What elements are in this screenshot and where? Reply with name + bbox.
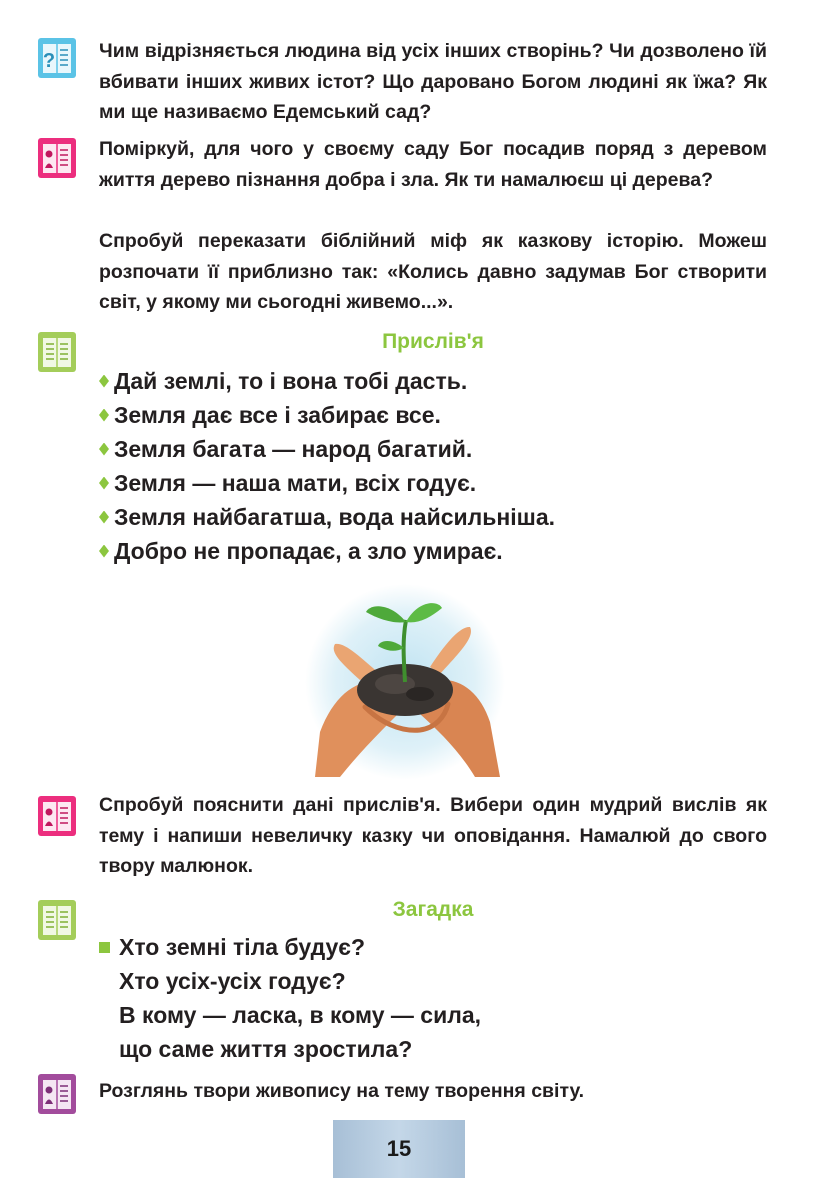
riddle-title: Загадка <box>392 898 474 921</box>
reading-icon <box>38 332 76 372</box>
question-icon <box>38 38 76 78</box>
art-task-text: Розглянь твори живопису на тему творення світу. <box>99 1080 585 1102</box>
bullet-diamond-icon <box>99 545 109 558</box>
think-task-paragraph-2: Спробуй переказати біблійний міф як казкову історію. Можеш розпочати її приблизно так: «Колись давно задумав Бог створити світ, у якому ми сьогодні живемо...». <box>99 230 767 313</box>
questions-text: Чим відрізняється людина від усіх інших створінь? Чи дозволено їй вбивати інших живих істот? Що даровано Богом людині як їжа? Як ми ще називаємо Едемський сад? <box>99 40 767 123</box>
reading-icon <box>38 900 76 940</box>
proverb-item: Земля — наша мати, всіх годує. <box>99 466 555 500</box>
riddle-line: що саме життя зростила? <box>119 1036 413 1062</box>
page-number-badge <box>333 1120 465 1178</box>
svg-text:?: ? <box>42 50 56 72</box>
bullet-diamond-icon <box>99 375 109 388</box>
art-task-icon <box>38 1074 76 1114</box>
explain-task-icon <box>38 796 76 836</box>
think-task-paragraph-1: Поміркуй, для чого у своєму саду Бог посадив поряд з деревом життя дерево пізнання добра і зла. Як ти намалюєш ці дерева? <box>99 138 767 191</box>
riddle-line: Хто земні тіла будує? <box>99 930 481 964</box>
riddle-line: В кому — ласка, в кому — сила, <box>119 1002 482 1028</box>
bullet-diamond-icon <box>99 409 109 422</box>
think-task-icon <box>38 138 76 178</box>
proverb-item: Земля багата — народ багатий. <box>99 432 555 466</box>
proverb-item: Дай землі, то і вона тобі дасть. <box>99 364 555 398</box>
bullet-square-icon <box>99 942 110 953</box>
explain-task-text: Спробуй пояснити дані прислів'я. Вибери один мудрий вислів як тему і напиши невеличку казку чи оповідання. Намалюй до свого твору малюнок. <box>99 794 767 877</box>
page-number: 15 <box>386 1136 412 1161</box>
bullet-diamond-icon <box>99 477 109 490</box>
riddle-line: Хто усіх-усіх годує? <box>119 968 346 994</box>
proverbs-title: Прислів'я <box>382 330 484 353</box>
riddle-text <box>99 930 481 1066</box>
proverb-item: Земля найбагатша, вода найсильніша. <box>99 500 555 534</box>
hands-with-sprout-illustration <box>300 582 510 782</box>
bullet-diamond-icon <box>99 443 109 456</box>
proverbs-list <box>99 364 555 568</box>
bullet-diamond-icon <box>99 511 109 524</box>
proverb-item: Земля дає все і забирає все. <box>99 398 555 432</box>
proverb-item: Добро не пропадає, а зло умирає. <box>99 534 555 568</box>
